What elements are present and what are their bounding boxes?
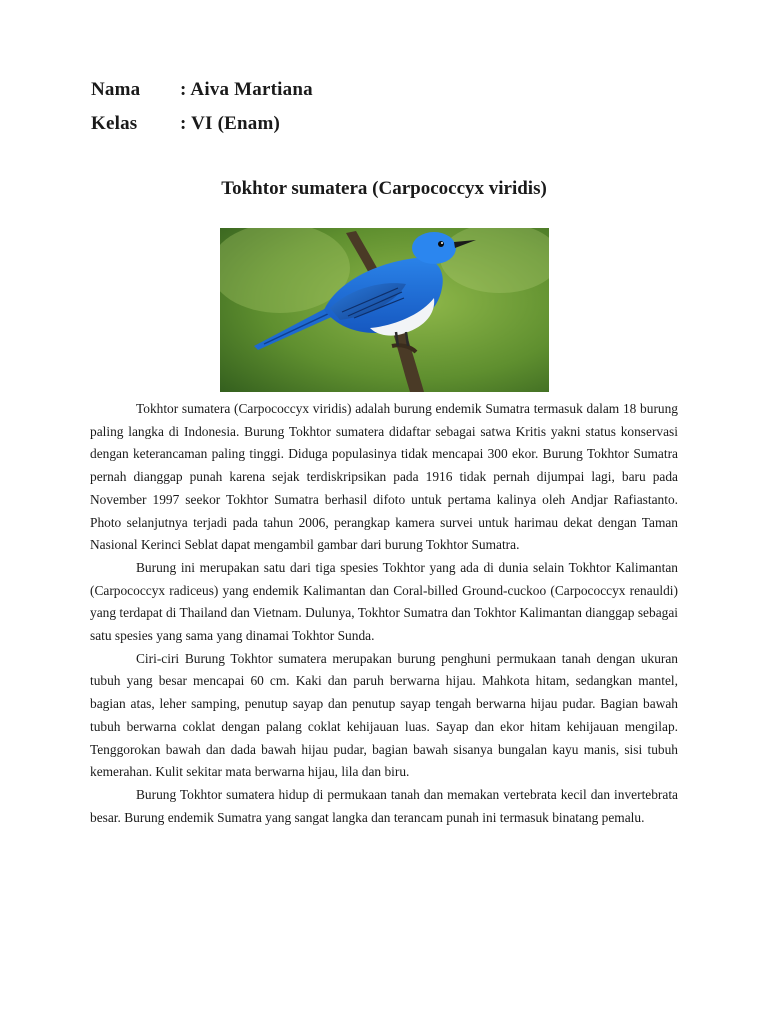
student-class-row [91,113,280,135]
name-label: Nama [91,79,141,100]
class-value: : VI (Enam) [180,113,281,134]
bird-photo [220,228,549,392]
class-label: Kelas [91,113,138,134]
name-value: : Aiva Martiana [180,79,313,100]
document-title: Tokhtor sumatera (Carpococcyx viridis) [221,178,547,199]
paragraph-4: Burung Tokhtor sumatera hidup di permukaan tanah dan memakan vertebrata kecil dan invertebrata besar. Burung endemik Sumatra yang sangat langka dan terancam punah ini termasuk binatang pemalu. [90,786,678,825]
paragraph-3: Ciri-ciri Burung Tokhtor sumatera merupakan burung penghuni permukaan tanah dengan ukuran tubuh yang besar mencapai 60 cm. Kaki dan paruh berwarna hijau. Mahkota hitam, sedangkan mantel, bagian atas, leher samping, penutup sayap dan penutup sayap tengah berwarna hijau pudar. Bagian bawah tubuh berwarna coklat dengan palang coklat kehijauan luas. Sayap dan ekor hitam kehijauan mengilap. Tenggorokan bawah dan dada bawah hijau pudar, bagian bawah sisanya bungalan kayu manis, sisi tubuh kemerahan. Kulit sekitar mata berwarna hijau, lila dan biru. [90,650,678,780]
student-name-row [91,79,313,101]
paragraph-1: Tokhtor sumatera (Carpococcyx viridis) adalah burung endemik Sumatra termasuk dalam 18 burung paling langka di Indonesia. Burung Tokhtor sumatera didaftar sebagai satwa Kritis yakni status konservasi dengan keterancaman paling tinggi. Diduga populasinya tidak mencapai 300 ekor. Burung Tokhtor Sumatra pernah dianggap punah karena sejak terdiskripsikan pada 1916 tidak pernah dijumpai lagi, baru pada November 1997 seekor Tokhtor Sumatra berhasil difoto untuk pertama kalinya oleh Andjar Rafiastanto. Photo selanjutnya terjadi pada tahun 2006, perangkap kamera survei untuk harimau dekat dengan Taman Nasional Kerinci Seblat dapat mengambil gambar dari burung Tokhtor Sumatra. [90,401,678,553]
paragraph-2: Burung ini merupakan satu dari tiga spesies Tokhtor yang ada di dunia selain Tokhtor Kalimantan (Carpococcyx radiceus) yang endemik Kalimantan dan Coral-billed Ground-cuckoo (Carpococcyx renauldi) yang terdapat di Thailand dan Vietnam. Dulunya, Tokhtor Sumatra dan Tokhtor Kalimantan dianggap sebagai satu spesies yang sama yang dinamai Tokhtor Sunda. [90,559,678,644]
article-body [90,398,678,829]
